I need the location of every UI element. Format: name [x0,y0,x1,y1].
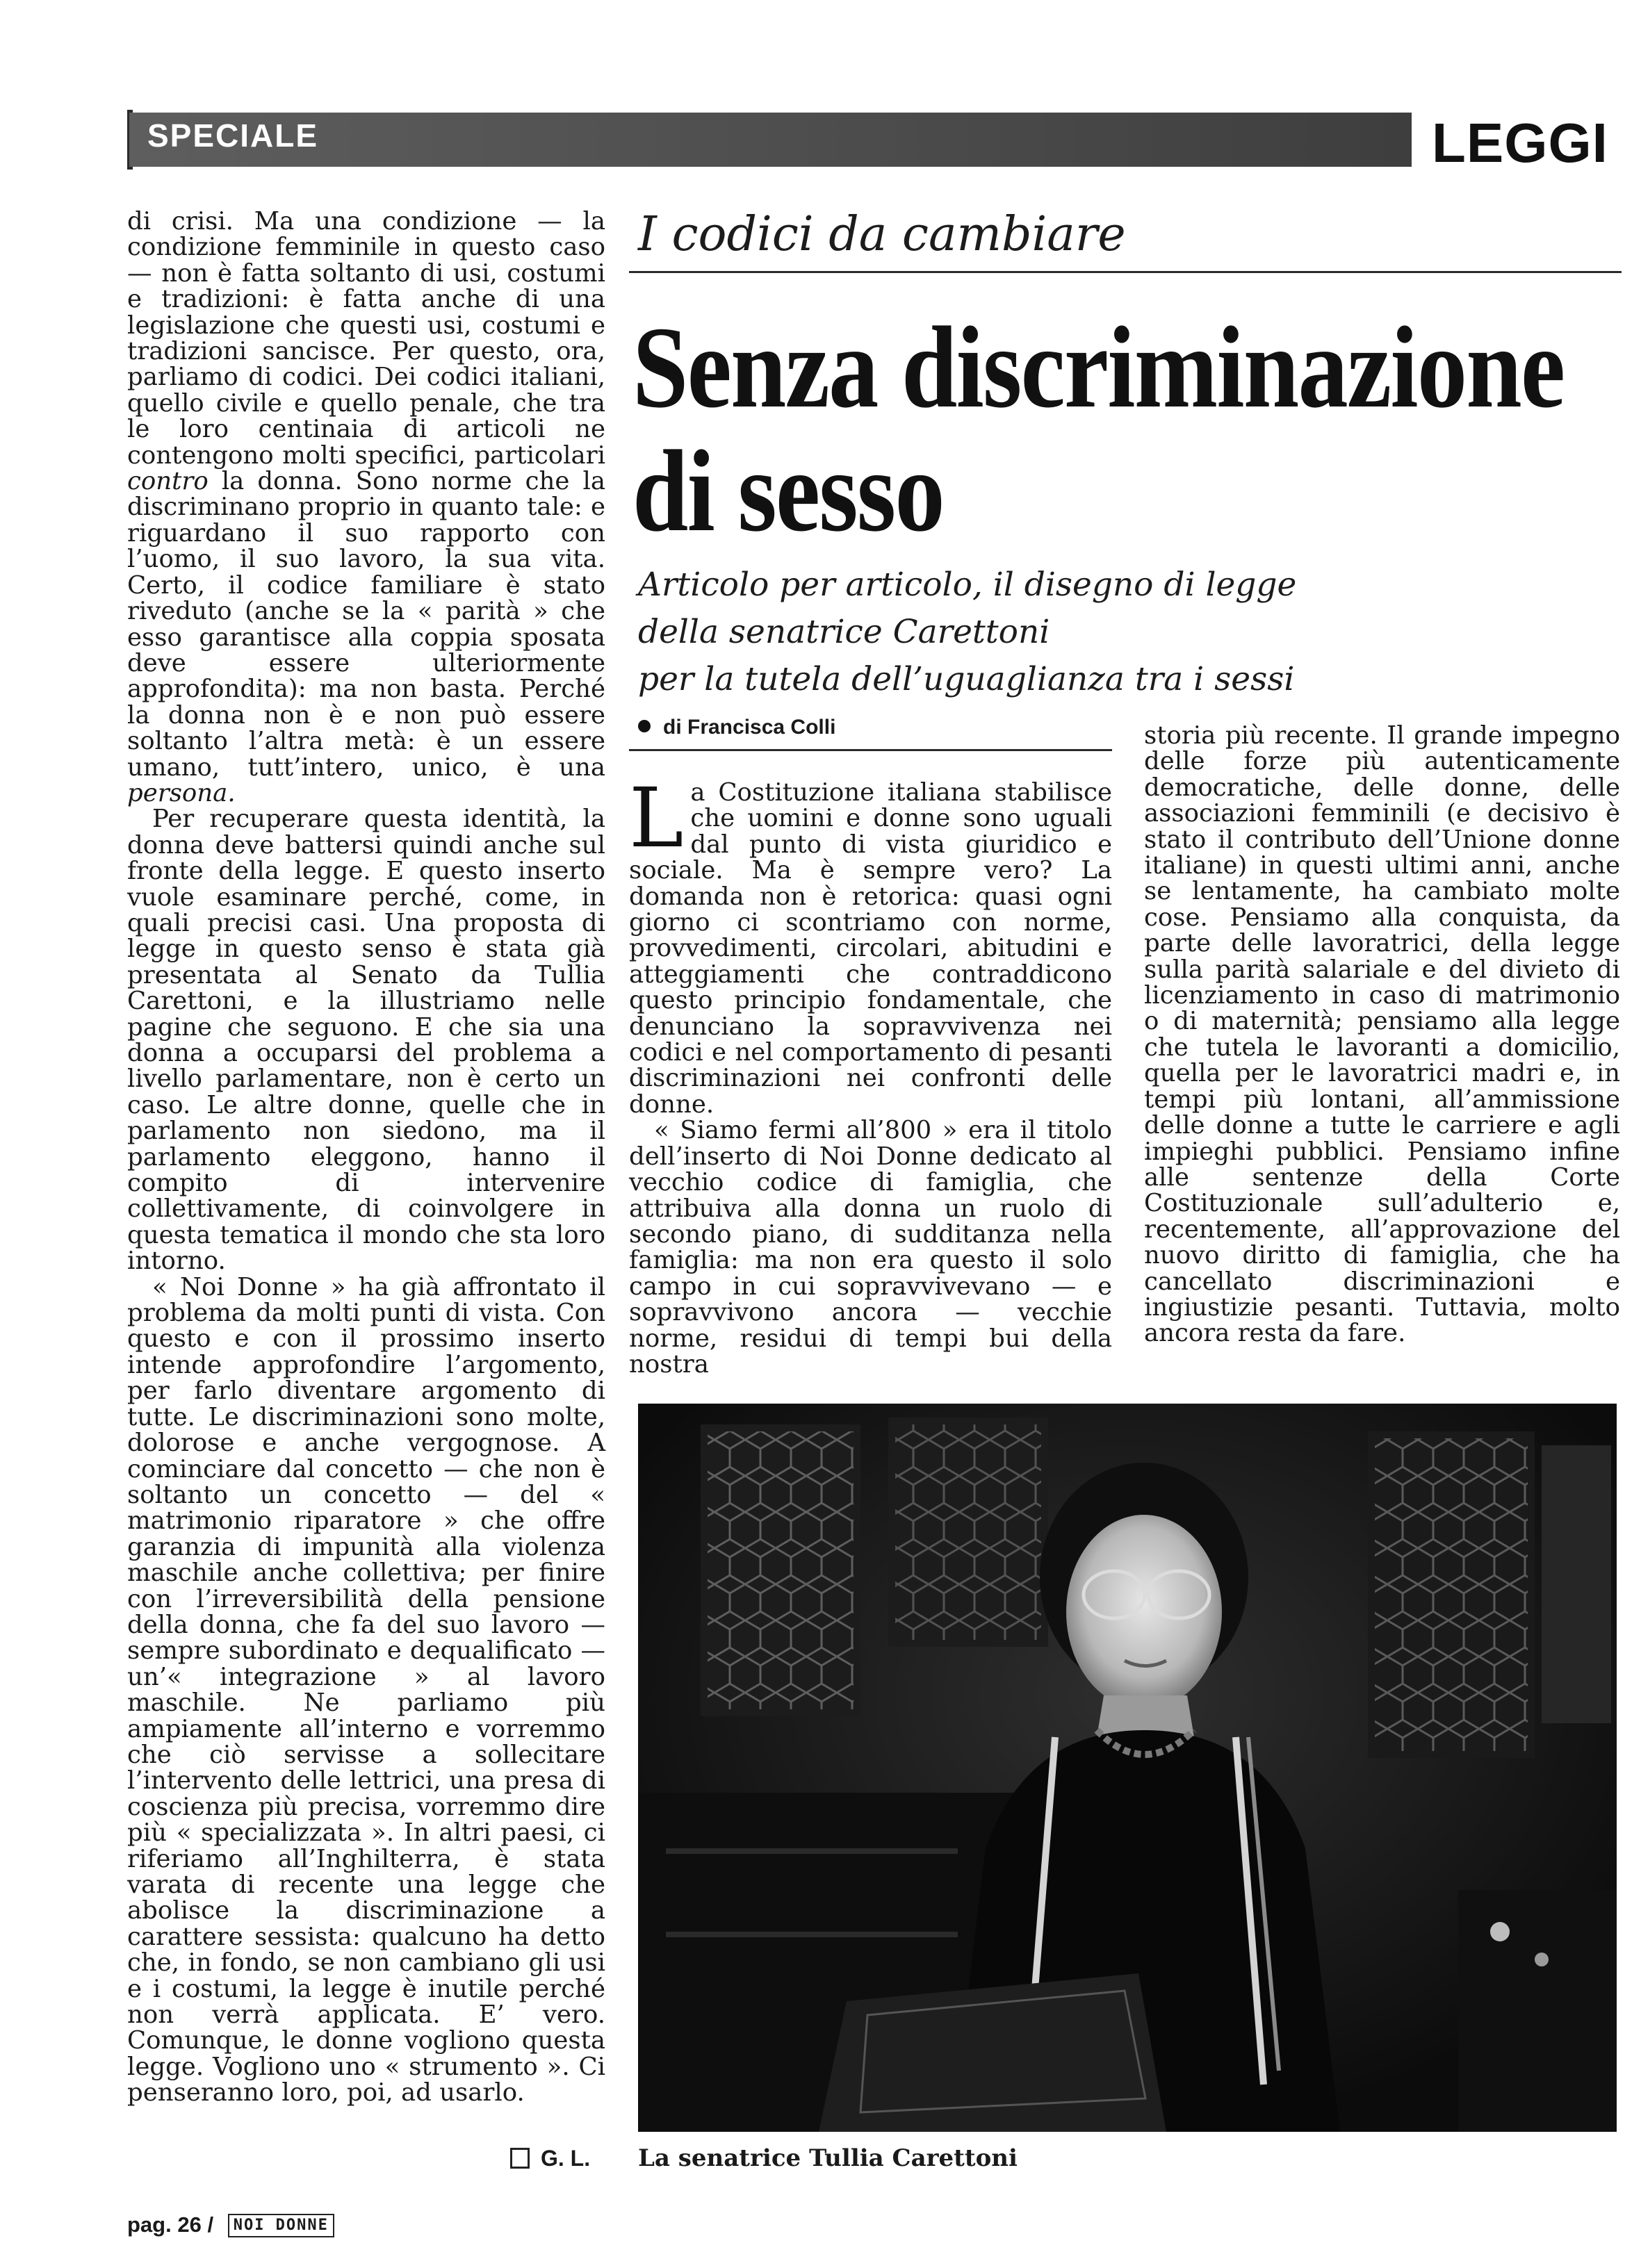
intro-p1-part-b: la donna. Sono norme che la discriminano proprio in quanto tale: e riguardano il suo rapporto con l’uomo, il suo lavoro, la sua vita. Certo, il codice familiare è stato riveduto (anche se la « parità » che esso garantisce alla coppia sposata deve essere ulteriormente approfondita): ma non basta. Perché la donna non è e non può essere soltanto l’altra metà: è un essere umano, tutt’intero, unico, è una [127,467,605,782]
article-paragraph-3: storia più recente. Il grande impegno delle forze più autenticamente democratiche, delle donne, delle associazioni femminili (e decisivo è stato il contributo dell’Unione donne italiane) in questi ultimi anni, anche se lentamente, ha cambiato molte cose. Pensiamo alla conquista, da parte delle lavoratrici, della legge sulla parità salariale e del divieto di licenziamento in caso di matrimonio o di maternità; pensiamo alla legge che tutela le lavoranti a domicilio, quella per le lavoratrici madri e, in tempi più lontani, all’ammissione delle donne a tutte le carriere e agli impieghi pubblici. Pensiamo infine alle sentenze della Corte Costituzionale sull’adulterio e, recentemente, all’approvazione del nuovo diritto di famiglia, che ha cancellato discriminazioni e ingiustizie pesanti. Tuttavia, molto ancora resta da fare. [1144,721,1620,1348]
section-label: SPECIALE [147,117,319,154]
drop-cap: L [629,770,684,866]
intro-paragraph-1 [127,208,605,806]
byline-text: di Francisca Colli [663,716,836,739]
article-column-2 [629,770,1112,1379]
page-footer [127,2212,334,2237]
article-paragraph-2: « Siamo fermi all’800 » era il titolo dell’inserto di Noi Donne dedicato al vecchio codice di famiglia, che attribuiva alla donna un ruolo di secondo piano, di sudditanza nella famiglia: ma non era questo il solo campo in cui sopravvivevano — e sopravvivono ancora — vecchie norme, residui di tempi bui della nostra [629,1116,1112,1379]
byline-block [638,716,1111,739]
signature-initials: G. L. [541,2146,591,2171]
section-header-bar [129,113,1412,167]
intro-p1-emphasis: contro [127,467,209,496]
byline-divider [629,749,1112,751]
subhead-line-3: per la tutela dell’uguaglianza tra i sessi [638,660,1295,698]
page-number: pag. 26 [127,2212,202,2237]
byline [638,716,1111,739]
portrait-illustration [638,1404,1617,2132]
article-subhead [638,561,1625,703]
intro-paragraph-3: « Noi Donne » ha già affrontato il problema da molti punti di vista. Con questo e con il prossimo inserto intende approfondire l’argomento, per farlo diventare argomento di tutte. Le discriminazioni sono molte, dolorose e anche vergognose. A cominciare dal concetto — che non è soltanto un concetto — del « matrimonio riparatore » che offre garanzia di impunità alla violenza maschile anche collettiva; per finire con l’irreversibilità della pensione della donna, che fa del suo lavoro — sempre subordinato e dequalificato — un’« integrazione » al lavoro maschile. Ne parliamo più ampiamente all’interno e vorremmo che ciò servisse a sollecitare l’intervento delle lettrici, una presa di coscienza più precisa, vorremmo dire più « specializzata ». In altri paesi, ci riferiamo all’Inghilterra, è stata varata di recente una legge che abolisce la discriminazione a carattere sessista: qualcuno ha detto che, in fondo, se non cambiano gli usi e i costumi, la legge è inutile perché non verrà applicata. E’ vero. Comunque, le donne vogliono questa legge. Vogliono uno « strumento ». Ci penseranno loro, poi, ad usarlo. [127,1272,605,2107]
article-paragraph-1-text: a Costituzione italiana stabilisce che uomini e donne sono uguali dal punto di vista giuridico e sociale. Ma è sempre vero? La domanda non è retorica: quasi ogni giorno ci scontriamo con norme, provvedimenti, circolari, abitudini e atteggiamenti che contraddicono questo principio fondamentale, che denunciano la sopravvivenza nei codici e nel comportamento di pesanti discriminazioni nei confronti delle donne. [629,778,1112,1119]
photo-caption: La senatrice Tullia Carettoni [638,2144,1018,2172]
headline-line-1: Senza discriminazione [632,303,1565,432]
article-headline [632,303,1565,556]
end-mark-box [510,2148,530,2169]
article-rubric: I codici da cambiare [638,207,1126,262]
subhead-line-1: Articolo per articolo, il disegno di legge [638,566,1297,604]
subhead-line-2: della senatrice Carettoni [638,613,1050,651]
intro-p1-part-a: di crisi. Ma una condizione — la condizione femminile in questo caso — non è fatta soltanto di usi, costumi e tradizioni: è fatta anche di una legislazione che questi usi, costumi e tradizioni sancisce. Per questo, ora, parliamo di codici. Dei codici italiani, quello civile e quello penale, che tra le loro centinaia di articoli ne contengono molti specifici, particolari [127,207,605,470]
footer-separator: / [207,2212,214,2237]
intro-paragraph-2: Per recuperare questa identità, la donna deve battersi quindi anche sul fronte della legge. E questo inserto vuole esaminare perché, come, in quali precisi casi. Una proposta di legge in questo senso è stata già presentata al Senato da Tullia Carettoni, e la illustriamo nelle pagine che seguono. E che sia una donna a occuparsi del problema a livello parlamentare, non è certo un caso. Le altre donne, quelle che in parlamento non siedono, ma il parlamento eleggono, hanno il compito di intervenire collettivamente, di coinvolgere in questa tematica il mondo che sta loro intorno. [127,805,605,1276]
rubric-divider [629,271,1622,273]
article-column-3 [1144,723,1620,1347]
section-title: LEGGI [1432,112,1608,174]
intro-column [127,208,605,2106]
intro-p1-emphasis-2: persona. [127,778,236,807]
bullet-icon [638,720,651,732]
intro-signature [510,2146,590,2171]
senator-portrait-photo [638,1404,1617,2132]
headline-line-2: di sesso [632,427,944,556]
article-paragraph-1 [629,770,1112,1119]
magazine-logo: NOI DONNE [228,2214,334,2237]
